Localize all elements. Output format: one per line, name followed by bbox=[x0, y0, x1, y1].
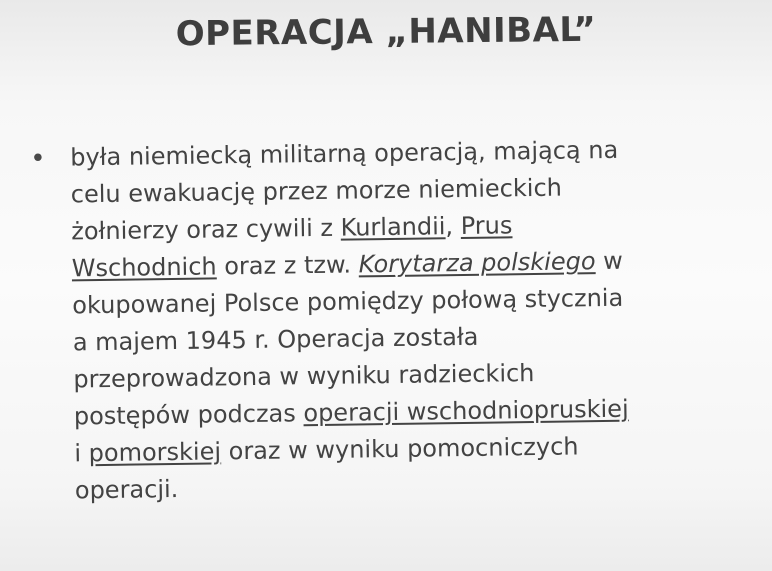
text-segment: oraz z tzw. bbox=[216, 250, 359, 281]
underlined-term: operacji wschodniopruskiej bbox=[303, 394, 629, 428]
underlined-term: pomorskiej bbox=[88, 437, 222, 468]
text-segment: w bbox=[595, 246, 623, 276]
underlined-term: Wschodnich bbox=[71, 252, 217, 283]
slide-title: OPERACJA „HANIBAL” bbox=[175, 9, 597, 55]
text-segment: okupowanej Polsce pomiędzy połową stycznia bbox=[72, 283, 624, 320]
text-segment: operacji. bbox=[74, 474, 179, 505]
underlined-term: Kurlandii bbox=[340, 212, 446, 242]
paragraph-line bbox=[71, 169, 626, 214]
text-segment: oraz w wyniku pomocniczych bbox=[220, 432, 579, 466]
text-segment: i bbox=[74, 439, 89, 468]
bullet-paragraph bbox=[30, 130, 750, 505]
text-segment: , bbox=[445, 211, 461, 241]
text-segment: postępów podczas bbox=[73, 399, 304, 431]
underlined-term: Prus bbox=[460, 211, 513, 240]
bullet-icon: • bbox=[30, 143, 46, 174]
paragraph-line bbox=[74, 428, 629, 473]
text-segment: żołnierzy oraz cywili z bbox=[71, 213, 341, 246]
paragraph-line bbox=[75, 465, 630, 510]
underlined-term: Korytarza polskiego bbox=[358, 247, 596, 279]
text-segment: przeprowadzona w wyniku radzieckich bbox=[73, 358, 535, 394]
paragraph-lines bbox=[70, 132, 630, 510]
paragraph-line bbox=[72, 280, 627, 325]
text-segment: a majem 1945 r. Operacja została bbox=[72, 322, 479, 357]
text-segment: celu ewakuację przez morze niemieckich bbox=[70, 173, 563, 209]
text-segment: była niemiecką militarną operacją, mającą na bbox=[70, 135, 619, 172]
